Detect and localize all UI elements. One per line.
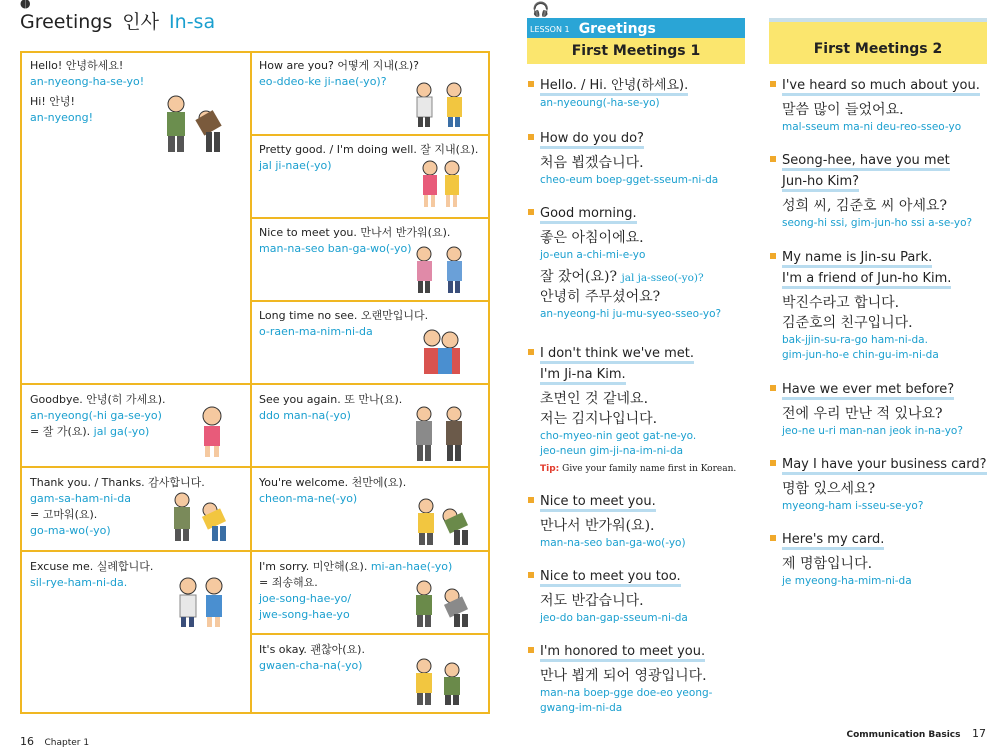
hugging-people-illustration [414, 326, 470, 378]
lesson-bar [527, 18, 745, 40]
footer-right [846, 727, 986, 740]
heading-accent [769, 18, 987, 22]
page-number: 17 [972, 727, 986, 740]
cell-welcome: You're welcome. 천만에(요). cheon-ma-ne(-yo) [259, 476, 407, 505]
phrase-item: How do you do? 처음 뵙겠습니다. cheo-eum boep-gget-sseum-ni-da [540, 128, 755, 188]
title-kr: 인사 [122, 11, 159, 33]
bullet-icon [528, 497, 534, 503]
cell-pretty-good: Pretty good. / I'm doing well. 잘 지내(요). jal ji-nae(-yo) [259, 143, 479, 172]
grid-divider [20, 466, 490, 468]
audio-icon: ◖◗ [20, 0, 29, 10]
tip-note: Tip: Give your family name first in Korean. [540, 464, 737, 474]
phrase-item: Seong-hee, have you met Jun-ho Kim? 성희 씨, 김준호 씨 아세요? seong-hi ssi, gim-jun-ho ssi a-se-yo? [782, 150, 997, 231]
column2-heading: First Meetings 2 [769, 18, 987, 64]
phrase-item: My name is Jin-su Park. I'm a friend of Jun-ho Kim. 박진수라고 합니다. 김준호의 친구입니다. bak-jjin-su-ra-go ham-ni-da. gim-jun-ho-e chin-gu-im-ni-da [782, 247, 997, 363]
phrase-item: May I have your business card? 명함 있으세요? myeong-ham i-sseu-se-yo? [782, 454, 997, 514]
lesson-name: Greetings [578, 21, 656, 37]
two-girls-illustration [418, 158, 464, 208]
grid-divider [20, 383, 490, 385]
cell-excuse-me: Excuse me. 실례합니다. sil-rye-ham-ni-da. [30, 560, 154, 589]
reconciling-people-illustration [410, 656, 470, 706]
bullet-icon [770, 81, 776, 87]
grid-divider [20, 550, 490, 552]
page-title [20, 7, 215, 34]
apologizing-people-illustration [410, 578, 470, 628]
bowing-men-illustration [410, 494, 470, 546]
greeting-people-illustration [412, 244, 468, 294]
phrase-item: Hello. / Hi. 안녕(하세요). an-nyeoung(-ha-se-yo) [540, 75, 755, 111]
bullet-icon [770, 385, 776, 391]
grid-divider [250, 134, 490, 136]
chapter-label: Chapter 1 [44, 738, 90, 748]
thanking-people-illustration [168, 490, 230, 542]
title-en: Greetings [20, 11, 113, 33]
bullet-icon [770, 460, 776, 466]
cell-sorry: I'm sorry. 미안해(요). mi-an-hae(-yo) = 죄송해요. joe-song-hae-yo/ jwe-song-hae-yo [259, 560, 453, 621]
girl-waving-illustration [196, 404, 230, 458]
title-rom: In-sa [169, 11, 216, 33]
cell-okay: It's okay. 괜찮아(요). gwaen-cha-na(-yo) [259, 643, 365, 672]
column1-heading: First Meetings 1 [527, 38, 745, 64]
phrase-item: I'm honored to meet you. 만나 뵙게 되어 영광입니다. man-na boep-gge doe-eo yeong- gwang-im-ni-da [540, 641, 755, 716]
phrase-item: Nice to meet you. 만나서 반가워(요). man-na-seo ban-ga-wo(-yo) [540, 491, 755, 551]
grid-divider [250, 217, 490, 219]
bullet-icon [528, 209, 534, 215]
bowing-people-illustration [158, 92, 228, 154]
bullet-icon [528, 134, 534, 140]
bullet-icon [528, 572, 534, 578]
cell-nice-to-meet: Nice to meet you. 만나서 반가워(요). man-na-seo ban-ga-wo(-yo) [259, 226, 451, 255]
bullet-icon [770, 253, 776, 259]
bullet-icon [528, 81, 534, 87]
phrase-item: Have we ever met before? 전에 우리 만난 적 있나요? jeo-ne u-ri man-nan jeok in-na-yo? [782, 379, 997, 439]
two-people-talking-illustration [412, 80, 468, 128]
phrase-item: I've heard so much about you. 말씀 많이 들었어요. mal-sseum ma-ni deu-reo-sseo-yo [782, 75, 997, 135]
phrase-item: Here's my card. 제 명함입니다. je myeong-ha-mim-ni-da [782, 529, 997, 589]
grid-divider [250, 633, 490, 635]
cell-long-time: Long time no see. 오랜만입니다. o-raen-ma-nim-ni-da [259, 309, 429, 338]
cell-hello: Hello! 안녕하세요! an-nyeong-ha-se-yo! Hi! 안녕! an-nyeong! [30, 59, 145, 124]
page-number: 16 [20, 735, 34, 748]
bullet-icon [528, 349, 534, 355]
cell-how-are-you: How are you? 어떻게 지내(요)? eo-ddeo-ke ji-nae(-yo)? [259, 59, 420, 88]
footer-left [20, 735, 89, 748]
phrase-item: I don't think we've met. I'm Ji-na Kim. 초면인 것 같네요. 저는 김지나입니다. cho-myeo-nin geot gat-ne-yo. jeo-neun gim-ji-na-im-ni-da Tip: Give your family name first in Korean. [540, 343, 755, 474]
cell-goodbye: Goodbye. 안녕(히 가세요). an-nyeong(-hi ga-se-yo) = 잘 가(요). jal ga(-yo) [30, 393, 166, 438]
section-label: Communication Basics [846, 730, 961, 740]
bullet-icon [770, 156, 776, 162]
women-talking-illustration [172, 574, 232, 628]
phrase-item: Nice to meet you too. 저도 반갑습니다. jeo-do ban-gap-sseum-ni-da [540, 566, 755, 626]
bullet-icon [528, 647, 534, 653]
lesson-label: LESSON 1 [530, 25, 570, 34]
bullet-icon [770, 535, 776, 541]
men-waving-illustration [410, 404, 470, 462]
phrase-item: Good morning. 좋은 아침이에요. jo-eun a-chi-mi-e-yo 잘 잤어(요)? jal ja-sseo(-yo)? 안녕히 주무셨어요? an-nyeong-hi ju-mu-syeo-sseo-yo? [540, 203, 755, 322]
cell-see-you: See you again. 또 만나(요). ddo man-na(-yo) [259, 393, 403, 422]
cell-thank-you: Thank you. / Thanks. 감사합니다. gam-sa-ham-ni-da = 고마워(요). go-ma-wo(-yo) [30, 476, 205, 537]
headphones-icon: 🎧 [532, 2, 550, 18]
grid-divider [250, 300, 490, 302]
